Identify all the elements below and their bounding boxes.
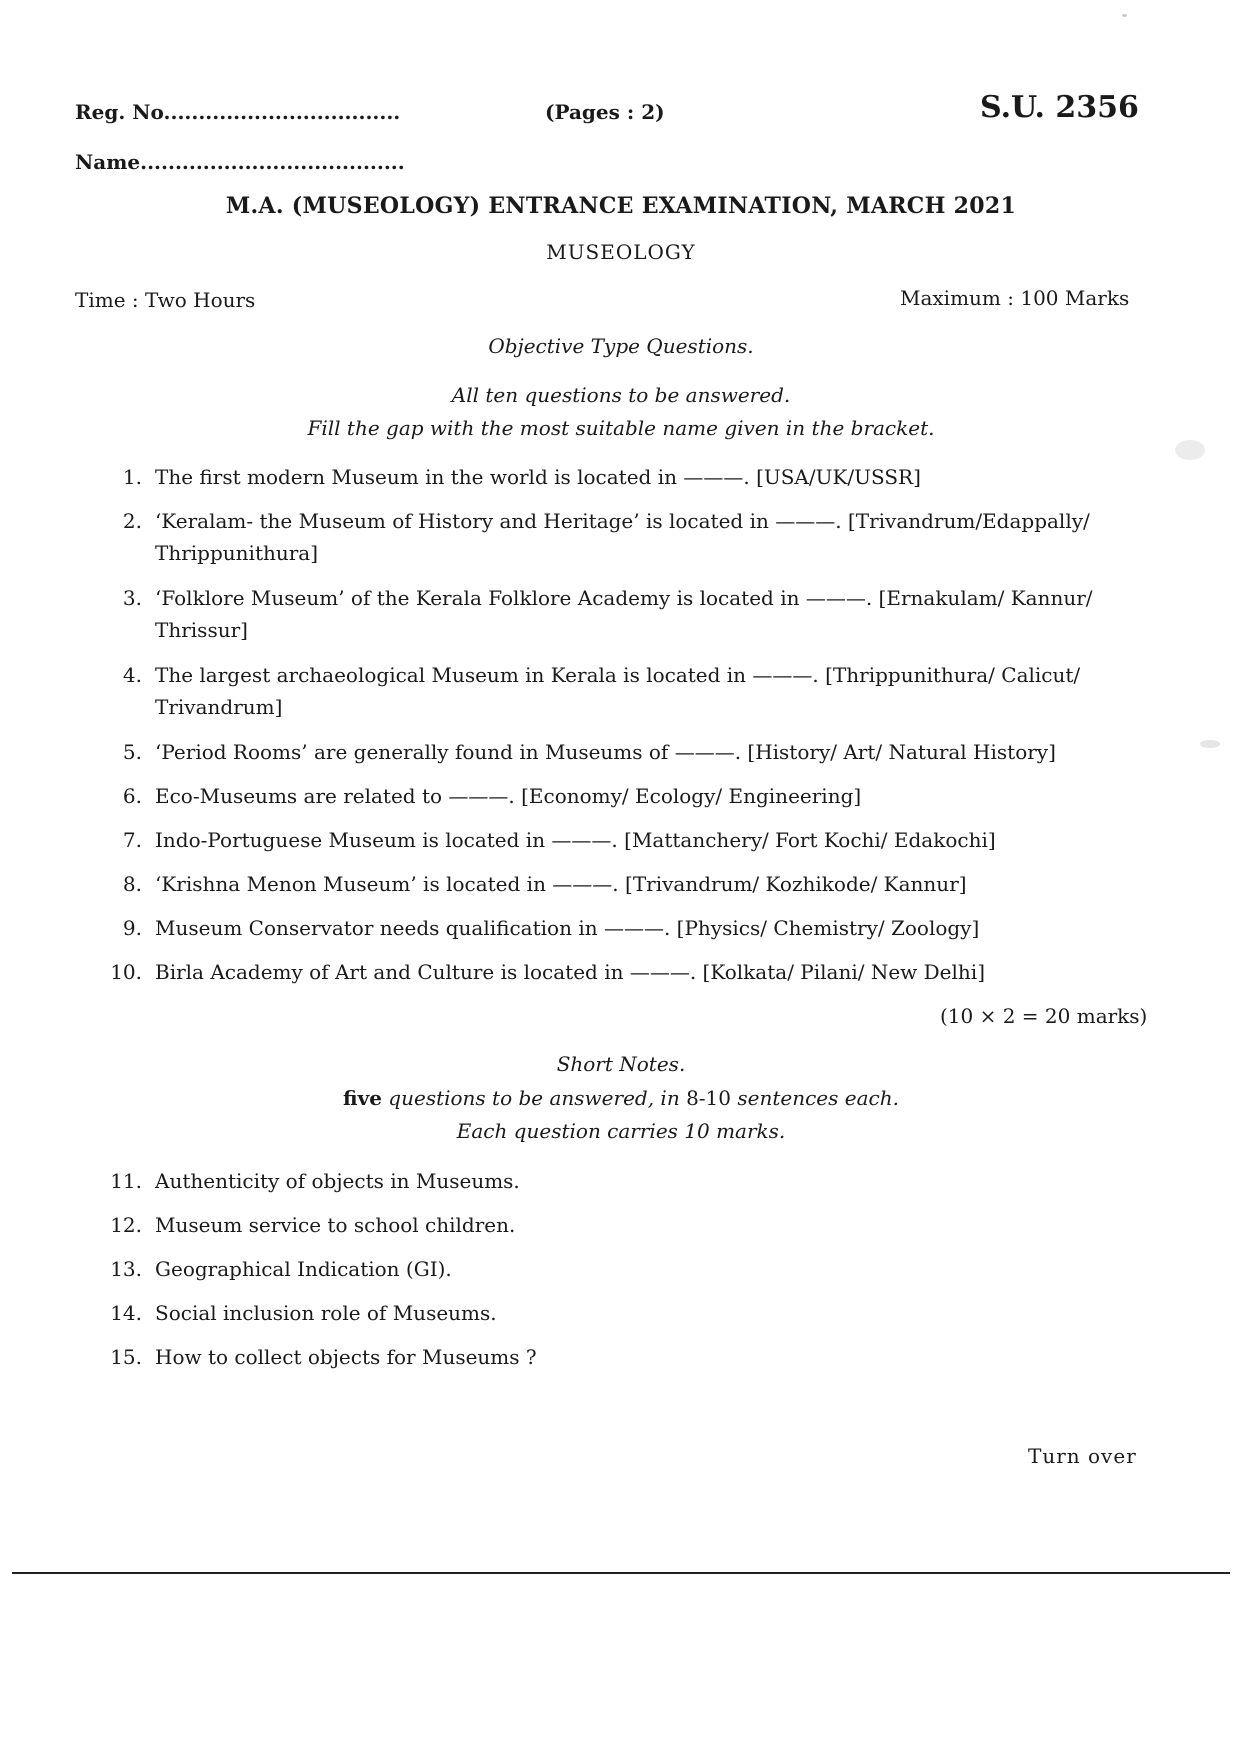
section-b-instruction-1 [0, 1086, 1242, 1110]
question-number: 13. [110, 1257, 142, 1281]
section-b-instruction-1-text [343, 1086, 899, 1110]
question-number: 3. [122, 586, 142, 610]
question-text: How to collect objects for Museums ? [155, 1345, 537, 1369]
question-number: 10. [110, 960, 142, 984]
question-number: 5. [122, 740, 142, 764]
question-text: Social inclusion role of Museums. [155, 1301, 497, 1325]
question-text: ‘Keralam- the Museum of History and Heritage’ is located in ———. [Trivandrum/Edappally/ Thrippunithura] [155, 509, 1090, 565]
section-a-heading: Objective Type Questions. [488, 334, 754, 358]
question-text: ‘Folklore Museum’ of the Kerala Folklore Academy is located in ———. [Ernakulam/ Kannur/ Thrissur] [155, 586, 1093, 642]
exam-time: Time : Two Hours [75, 288, 256, 312]
question-text: Eco-Museums are related to ———. [Economy/ Ecology/ Engineering] [155, 784, 862, 808]
scan-speck [1175, 440, 1205, 460]
emphasis-count: five [343, 1086, 382, 1110]
section-a-instruction-2: Fill the gap with the most suitable name given in the bracket. [307, 416, 935, 440]
exam-title: M.A. (MUSEOLOGY) ENTRANCE EXAMINATION, MARCH 2021 [225, 193, 1017, 219]
question-number: 9. [122, 916, 142, 940]
scan-speck [1122, 14, 1127, 17]
paper-code: S.U. 2356 [980, 90, 1139, 125]
section-b-heading: Short Notes. [556, 1052, 686, 1076]
pages-count: (Pages : 2) [545, 100, 665, 124]
question-number: 15. [110, 1345, 142, 1369]
question-number: 4. [122, 663, 142, 687]
question-number: 11. [110, 1169, 142, 1193]
turn-over-note: Turn over [1028, 1444, 1137, 1468]
question-text: ‘Krishna Menon Museum’ is located in ———. [Trivandrum/ Kozhikode/ Kannur] [155, 872, 967, 896]
question-text: Museum service to school children. [155, 1213, 516, 1237]
exam-max-marks: Maximum : 100 Marks [900, 286, 1130, 310]
question-number: 14. [110, 1301, 142, 1325]
section-a-instruction-1: All ten questions to be answered. [451, 383, 791, 407]
question-number: 6. [122, 784, 142, 808]
section-b-instruction-2: Each question carries 10 marks. [456, 1119, 786, 1143]
question-text: The first modern Museum in the world is located in ———. [USA/UK/USSR] [155, 465, 921, 489]
scan-speck [1200, 740, 1220, 748]
question-number: 12. [110, 1213, 142, 1237]
question-number: 2. [122, 509, 142, 533]
question-text: Birla Academy of Art and Culture is located in ———. [Kolkata/ Pilani/ New Delhi] [155, 960, 985, 984]
name-field: Name...................................... [75, 150, 405, 174]
section-a-marks: (10 × 2 = 20 marks) [940, 1004, 1148, 1028]
question-text: Authenticity of objects in Museums. [155, 1169, 520, 1193]
exam-subject: MUSEOLOGY [546, 240, 696, 264]
question-number: 8. [122, 872, 142, 896]
question-text: Museum Conservator needs qualification in ———. [Physics/ Chemistry/ Zoology] [155, 916, 980, 940]
question-number: 1. [122, 465, 142, 489]
question-number: 7. [122, 828, 142, 852]
question-text: ‘Period Rooms’ are generally found in Museums of ———. [History/ Art/ Natural History] [155, 740, 1056, 764]
instruction-fragment: questions to be answered, in [381, 1086, 687, 1110]
bottom-divider [12, 1572, 1230, 1574]
question-text: Geographical Indication (GI). [155, 1257, 452, 1281]
instruction-fragment: sentences each. [731, 1086, 899, 1110]
question-text: The largest archaeological Museum in Kerala is located in ———. [Thrippunithura/ Calicut/ Trivandrum] [155, 663, 1081, 719]
sentence-range: 8-10 [686, 1086, 731, 1110]
question-text: Indo-Portuguese Museum is located in ———. [Mattanchery/ Fort Kochi/ Edakochi] [155, 828, 996, 852]
reg-no-field: Reg. No.................................. [75, 100, 401, 124]
